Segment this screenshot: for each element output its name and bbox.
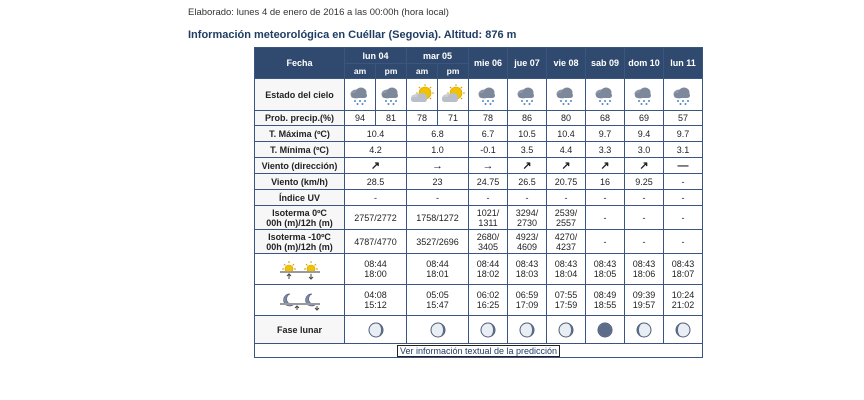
iso10-cell-line1: 4270/ bbox=[554, 231, 578, 242]
moon-phase-cell bbox=[547, 316, 586, 344]
iso0-cell-line1: 1021/ bbox=[476, 207, 500, 218]
waning-crescent-moon-icon bbox=[508, 321, 546, 339]
rain-cloud-icon bbox=[469, 84, 507, 106]
sun-times-cell-rise: 08:43 bbox=[515, 259, 539, 269]
waning-crescent-moon-icon bbox=[547, 321, 585, 339]
iso0-cell bbox=[345, 206, 407, 230]
row-label-viento-kmh: Viento (km/h) bbox=[255, 174, 345, 190]
sun-times-cell bbox=[547, 254, 586, 285]
sun-times-cell-rise: 08:44 bbox=[476, 259, 500, 269]
iso10-cell bbox=[345, 230, 407, 254]
day-header-jue07: jue 07 bbox=[508, 48, 547, 79]
sun-times-cell-set: 18:03 bbox=[515, 269, 539, 279]
sun-times-cell-set: 18:00 bbox=[364, 269, 387, 279]
wind-speed-cell: 9.25 bbox=[625, 174, 664, 190]
iso0-cell bbox=[547, 206, 586, 230]
tmin-cell: 4.2 bbox=[345, 142, 407, 158]
wind-speed-cell: 23 bbox=[407, 174, 469, 190]
forecast-table bbox=[254, 47, 703, 358]
wind-speed-cell: 26.5 bbox=[508, 174, 547, 190]
rain-cloud-icon bbox=[586, 84, 624, 106]
sun-cloud-icon bbox=[438, 84, 468, 106]
ver-texto-link[interactable]: Ver información textual de la predicción bbox=[397, 345, 560, 357]
iso0-cell-line2: 2557 bbox=[556, 217, 577, 228]
iso10-cell-line1: - bbox=[681, 236, 685, 247]
moon-times-cell bbox=[508, 285, 547, 316]
wind-arrow-icon: → bbox=[482, 159, 494, 172]
moon-phase-cell bbox=[508, 316, 547, 344]
moon-times-cell-rise: 09:39 bbox=[632, 290, 656, 300]
tmax-cell: 9.4 bbox=[625, 126, 664, 142]
sky-cell bbox=[547, 79, 586, 111]
prob-cell: 78 bbox=[469, 111, 508, 126]
uv-cell: - bbox=[407, 190, 469, 206]
wind-arrow-icon: — bbox=[677, 159, 689, 172]
wind-arrow-icon: ↗ bbox=[370, 160, 381, 172]
pm-header: pm bbox=[438, 64, 469, 79]
moon-times-cell bbox=[345, 285, 407, 316]
wind-direction-cell bbox=[469, 158, 508, 174]
moon-times-cell bbox=[547, 285, 586, 316]
day-header-vie08: vie 08 bbox=[547, 48, 586, 79]
sun-times-cell-rise: 08:44 bbox=[426, 259, 449, 269]
sun-times-cell-rise: 08:43 bbox=[554, 259, 578, 269]
tmax-cell: 9.7 bbox=[586, 126, 625, 142]
prob-cell: 68 bbox=[586, 111, 625, 126]
sky-cell bbox=[345, 79, 376, 111]
wind-speed-cell: - bbox=[664, 174, 703, 190]
sun-times-cell bbox=[345, 254, 407, 285]
sun-times-cell bbox=[469, 254, 508, 285]
iso10-cell-line1: - bbox=[603, 236, 607, 247]
row-label-estado: Estado del cielo bbox=[255, 79, 345, 111]
moon-phase-cell bbox=[625, 316, 664, 344]
sky-cell bbox=[625, 79, 664, 111]
tmin-cell: 3.0 bbox=[625, 142, 664, 158]
tmin-cell: 3.5 bbox=[508, 142, 547, 158]
wind-arrow-icon: ↗ bbox=[522, 160, 532, 172]
sun-times-cell-set: 18:04 bbox=[554, 269, 578, 279]
iso0-cell bbox=[664, 206, 703, 230]
moon-times-cell-set: 21:02 bbox=[671, 300, 695, 310]
moon-times-cell-rise: 05:05 bbox=[426, 290, 449, 300]
iso0-cell-line1: 1758/1272 bbox=[416, 212, 459, 223]
sun-times-cell-set: 18:05 bbox=[593, 269, 617, 279]
tmax-cell: 6.7 bbox=[469, 126, 508, 142]
sun-times-cell bbox=[508, 254, 547, 285]
sky-cell bbox=[469, 79, 508, 111]
sun-cloud-icon bbox=[407, 84, 437, 106]
iso10-cell bbox=[664, 230, 703, 254]
iso0-cell-line1: - bbox=[603, 212, 607, 223]
tmax-cell: 9.7 bbox=[664, 126, 703, 142]
footer-cell bbox=[255, 344, 703, 358]
day-header-sab09: sab 09 bbox=[586, 48, 625, 79]
iso10-cell-line2: 4237 bbox=[556, 241, 577, 252]
iso10-cell bbox=[407, 230, 469, 254]
moon-phase-cell bbox=[586, 316, 625, 344]
moon-times-cell-set: 16:25 bbox=[476, 300, 500, 310]
sunrise-sunset-icon bbox=[277, 258, 323, 280]
prob-cell: 94 bbox=[345, 111, 376, 126]
moon-times-cell bbox=[586, 285, 625, 316]
iso10-cell-line1: 4923/ bbox=[515, 231, 539, 242]
tmax-cell: 10.4 bbox=[547, 126, 586, 142]
iso0-cell bbox=[625, 206, 664, 230]
iso10-label-line2: 00h (m)/12h (m) bbox=[266, 241, 333, 252]
row-label-viento-dir: Viento (dirección) bbox=[255, 158, 345, 174]
sky-cell bbox=[438, 79, 469, 111]
wind-arrow-icon: ↗ bbox=[639, 160, 649, 172]
iso0-cell bbox=[469, 206, 508, 230]
moon-row-icon-cell bbox=[255, 285, 345, 316]
sky-cell bbox=[508, 79, 547, 111]
moon-times-cell-rise: 08:49 bbox=[593, 290, 617, 300]
iso0-cell bbox=[407, 206, 469, 230]
wind-speed-cell: 28.5 bbox=[345, 174, 407, 190]
tmin-cell: 3.3 bbox=[586, 142, 625, 158]
moon-phase-cell bbox=[664, 316, 703, 344]
wind-direction-cell bbox=[625, 158, 664, 174]
row-label-uv: Índice UV bbox=[255, 190, 345, 206]
sun-times-cell-set: 18:07 bbox=[671, 269, 695, 279]
row-label-iso10 bbox=[255, 230, 345, 254]
waning-crescent-moon-icon bbox=[345, 321, 406, 339]
wind-direction-cell bbox=[345, 158, 407, 174]
moon-times-cell-set: 17:59 bbox=[554, 300, 578, 310]
moon-times-cell-set: 18:55 bbox=[593, 300, 617, 310]
iso0-cell-line1: 2539/ bbox=[554, 207, 578, 218]
sun-row-icon-cell bbox=[255, 254, 345, 285]
sun-times-cell-set: 18:06 bbox=[632, 269, 656, 279]
rain-cloud-icon bbox=[508, 84, 546, 106]
prob-cell: 80 bbox=[547, 111, 586, 126]
iso0-cell-line1: - bbox=[642, 212, 646, 223]
row-label-tmax: T. Máxima (ºC) bbox=[255, 126, 345, 142]
moon-phase-cell bbox=[407, 316, 469, 344]
sun-times-cell-rise: 08:44 bbox=[364, 259, 387, 269]
moon-times-cell-rise: 10:24 bbox=[671, 290, 695, 300]
iso10-cell bbox=[625, 230, 664, 254]
moon-times-cell bbox=[469, 285, 508, 316]
wind-direction-cell bbox=[407, 158, 469, 174]
row-label-tmin: T. Mínima (ºC) bbox=[255, 142, 345, 158]
iso0-cell-line1: - bbox=[681, 212, 685, 223]
elaborado-text: Elaborado: lunes 4 de enero de 2016 a las 00:00h (hora local) bbox=[188, 7, 449, 18]
wind-direction-cell bbox=[664, 158, 703, 174]
wind-arrow-icon: ↗ bbox=[561, 160, 571, 172]
wind-speed-cell: 16 bbox=[586, 174, 625, 190]
rain-cloud-icon bbox=[625, 84, 663, 106]
prob-cell: 78 bbox=[407, 111, 438, 126]
sun-times-cell-set: 18:02 bbox=[476, 269, 500, 279]
iso10-cell bbox=[547, 230, 586, 254]
prob-cell: 69 bbox=[625, 111, 664, 126]
iso0-cell bbox=[586, 206, 625, 230]
waning-crescent-moon-icon bbox=[469, 321, 507, 339]
sky-cell bbox=[664, 79, 703, 111]
row-label-iso0 bbox=[255, 206, 345, 230]
wind-arrow-icon: → bbox=[432, 159, 444, 172]
tmax-cell: 10.5 bbox=[508, 126, 547, 142]
sun-times-cell bbox=[407, 254, 469, 285]
day-header-lun04: lun 04 bbox=[345, 48, 407, 64]
row-label-prob: Prob. precip.(%) bbox=[255, 111, 345, 126]
moon-times-cell-rise: 04:08 bbox=[364, 290, 387, 300]
tmin-cell: 4.4 bbox=[547, 142, 586, 158]
iso0-label-line1: Isoterma 0ºC bbox=[272, 207, 327, 218]
moon-times-cell-rise: 06:59 bbox=[515, 290, 539, 300]
sun-times-cell-rise: 08:43 bbox=[671, 259, 695, 269]
wind-direction-cell bbox=[586, 158, 625, 174]
new-moon-icon bbox=[586, 321, 624, 339]
iso10-label-line1: Isoterma -10ºC bbox=[268, 231, 331, 242]
rain-cloud-icon bbox=[345, 84, 375, 106]
day-header-dom10: dom 10 bbox=[625, 48, 664, 79]
uv-cell: - bbox=[345, 190, 407, 206]
prob-cell: 86 bbox=[508, 111, 547, 126]
uv-cell: - bbox=[469, 190, 508, 206]
iso10-cell-line1: 4787/4770 bbox=[354, 236, 397, 247]
moon-times-cell bbox=[625, 285, 664, 316]
day-header-lun11: lun 11 bbox=[664, 48, 703, 79]
moon-times-cell bbox=[664, 285, 703, 316]
tmax-cell: 6.8 bbox=[407, 126, 469, 142]
moon-times-cell-set: 17:09 bbox=[515, 300, 539, 310]
waxing-crescent-moon-icon bbox=[625, 321, 663, 339]
moon-times-cell-set: 15:47 bbox=[426, 300, 449, 310]
wind-arrow-icon: ↗ bbox=[600, 160, 610, 172]
tmin-cell: 1.0 bbox=[407, 142, 469, 158]
sky-cell bbox=[407, 79, 438, 111]
moon-times-cell bbox=[407, 285, 469, 316]
wind-direction-cell bbox=[508, 158, 547, 174]
tmin-cell: 3.1 bbox=[664, 142, 703, 158]
day-header-mie06: mie 06 bbox=[469, 48, 508, 79]
sun-times-cell bbox=[625, 254, 664, 285]
wind-speed-cell: 20.75 bbox=[547, 174, 586, 190]
sun-times-cell bbox=[664, 254, 703, 285]
wind-direction-cell bbox=[547, 158, 586, 174]
rain-cloud-icon bbox=[547, 84, 585, 106]
tmin-cell: -0.1 bbox=[469, 142, 508, 158]
iso10-cell-line1: 3527/2696 bbox=[416, 236, 459, 247]
prob-cell: 57 bbox=[664, 111, 703, 126]
uv-cell: - bbox=[625, 190, 664, 206]
rain-cloud-icon bbox=[664, 84, 702, 106]
iso10-cell-line2: 4609 bbox=[517, 241, 538, 252]
row-label-fase: Fase lunar bbox=[255, 316, 345, 344]
uv-cell: - bbox=[547, 190, 586, 206]
sun-times-cell-rise: 08:43 bbox=[632, 259, 656, 269]
moonrise-moonset-icon bbox=[277, 289, 323, 311]
uv-cell: - bbox=[586, 190, 625, 206]
uv-cell: - bbox=[508, 190, 547, 206]
waxing-crescent-moon-icon bbox=[664, 321, 702, 339]
sky-cell bbox=[586, 79, 625, 111]
iso10-cell bbox=[508, 230, 547, 254]
rain-cloud-icon bbox=[376, 84, 406, 106]
moon-phase-cell bbox=[469, 316, 508, 344]
am-header: am bbox=[407, 64, 438, 79]
iso10-cell-line1: 2680/ bbox=[476, 231, 500, 242]
iso10-cell bbox=[469, 230, 508, 254]
prob-cell: 71 bbox=[438, 111, 469, 126]
moon-times-cell-rise: 07:55 bbox=[554, 290, 578, 300]
am-header: am bbox=[345, 64, 376, 79]
iso10-cell-line2: 3405 bbox=[478, 241, 499, 252]
tmax-cell: 10.4 bbox=[345, 126, 407, 142]
iso0-cell bbox=[508, 206, 547, 230]
moon-times-cell-set: 19:57 bbox=[632, 300, 656, 310]
moon-times-cell-set: 15:12 bbox=[364, 300, 387, 310]
sun-times-cell-rise: 08:43 bbox=[593, 259, 617, 269]
iso0-cell-line2: 2730 bbox=[517, 217, 538, 228]
moon-times-cell-rise: 06:02 bbox=[476, 290, 500, 300]
page-title: Información meteorológica en Cuéllar (Segovia). Altitud: 876 m bbox=[188, 29, 517, 41]
iso0-cell-line2: 1311 bbox=[478, 217, 498, 228]
iso10-cell bbox=[586, 230, 625, 254]
sun-times-cell bbox=[586, 254, 625, 285]
sky-cell bbox=[376, 79, 407, 111]
iso0-label-line2: 00h (m)/12h (m) bbox=[266, 217, 333, 228]
prob-cell: 81 bbox=[376, 111, 407, 126]
iso0-cell-line1: 2757/2772 bbox=[354, 212, 397, 223]
iso0-cell-line1: 3294/ bbox=[515, 207, 539, 218]
day-header-mar05: mar 05 bbox=[407, 48, 469, 64]
sun-times-cell-set: 18:01 bbox=[426, 269, 449, 279]
fecha-header: Fecha bbox=[255, 48, 345, 79]
pm-header: pm bbox=[376, 64, 407, 79]
iso10-cell-line1: - bbox=[642, 236, 646, 247]
uv-cell: - bbox=[664, 190, 703, 206]
waning-crescent-moon-icon bbox=[407, 321, 468, 339]
wind-speed-cell: 24.75 bbox=[469, 174, 508, 190]
moon-phase-cell bbox=[345, 316, 407, 344]
